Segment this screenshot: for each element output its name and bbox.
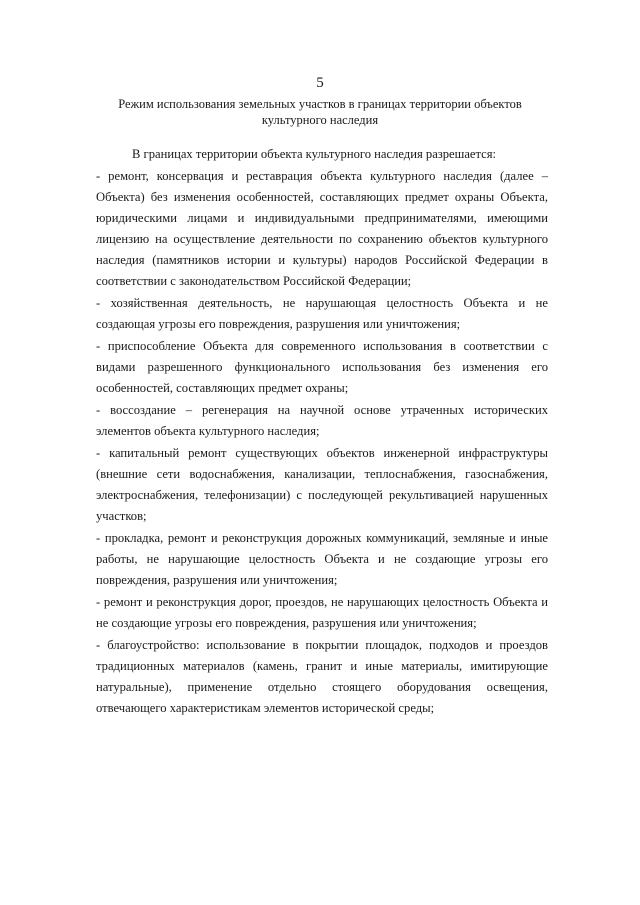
list-item: - ремонт и реконструкция дорог, проездов, не нарушающих целостность Объекта и не создающие угрозы его повреждения, разрушения или уничтожения; [96, 595, 548, 630]
list-item: - капитальный ремонт существующих объектов инженерной инфраструктуры (внешние сети водоснабжения, канализации, теплоснабжения, газоснабжения, электроснабжения, телефонизации) с последующей рекультивацией нарушенных участков; [96, 446, 548, 523]
list-item: - приспособление Объекта для современного использования в соответствии с видами разрешенного функционального использования без изменения его особенностей, составляющих предмет охраны; [96, 339, 548, 395]
list-item: - прокладка, ремонт и реконструкция дорожных коммуникаций, земляные и иные работы, не нарушающие целостность Объекта и не создающие угрозы его повреждения, разрушения или уничтожения; [96, 531, 548, 587]
list-item: - воссоздание – регенерация на научной основе утраченных исторических элементов объекта культурного наследия; [96, 403, 548, 438]
list-item: - благоустройство: использование в покрытии площадок, подходов и проездов традиционных материалов (камень, гранит и иные материалы, имитирующие натуральные), применение отдельно стоящего оборудования освещения, отвечающего характеристикам элементов исторической среды; [96, 638, 548, 715]
intro-paragraph: В границах территории объекта культурного наследия разрешается: [132, 147, 497, 161]
list-item: - хозяйственная деятельность, не нарушающая целостность Объекта и не создающая угрозы его повреждения, разрушения или уничтожения; [96, 296, 548, 331]
section-title: Режим использования земельных участков в границах территории объектов культурного наследия [118, 97, 522, 127]
document-body [96, 144, 548, 720]
page-number: 5 [316, 75, 324, 91]
list-item: - ремонт, консервация и реставрация объекта культурного наследия (далее – Объекта) без изменения особенностей, составляющих предмет охраны Объекта, юридическими лицами и индивидуальными предпринимателями, имеющими лицензию на осуществление деятельности по сохранению объектов культурного наследия (памятников истории и культуры) народов Российской Федерации в соответствии с законодательством Российской Федерации; [96, 169, 548, 288]
